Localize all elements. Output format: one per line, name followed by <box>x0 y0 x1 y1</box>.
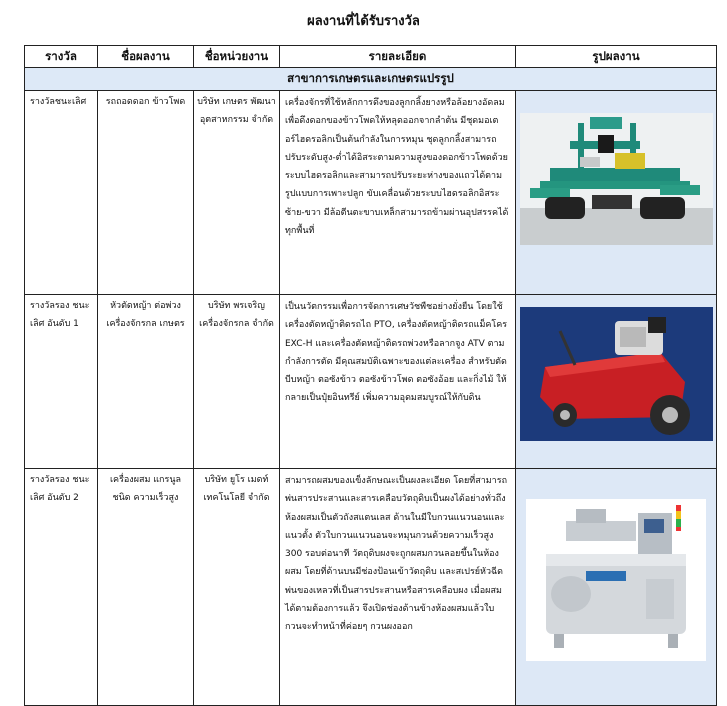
award-cell: รางวัลชนะเลิศ <box>25 91 98 295</box>
detail-cell: เป็นนวัตกรรมเพื่อการจัดการเศษวัชพืชอย่างยั่งยืน โดยใช้เครื่องตัดหญ้าติดรถไถ PTO, เครื่องตัดหญ้าติดรถแม็คโคร EXC-H และเครื่องตัดหญ้าติดรถพ่วงหรือลากจูง ATV ตามกำลังการตัด มีคุณสมบัติเฉพาะของแต่ละเครื่อง สำหรับตัดบีบหญ้า ตอซังข้าว ตอซังข้าวโพด ตอซังอ้อย และกิ่งไม้ ให้กลายเป็นปุ๋ยอินทรีย์ เพิ่มความอุดมสมบูรณ์ให้กับดิน <box>280 295 516 469</box>
corn-detasseling-machine-photo <box>520 113 713 245</box>
high-speed-granulator-mixer-photo <box>526 499 706 661</box>
header-detail: รายละเอียด <box>280 46 516 68</box>
section-title: สาขาการเกษตรและเกษตรแปรรูป <box>25 68 717 91</box>
award-cell: รางวัลรอง ชนะเลิศ อันดับ 2 <box>25 469 98 706</box>
detail-cell: เครื่องจักรที่ใช้หลักการดึงของลูกกลิ้งยางหรือล้อยางอัดลมเพื่อดึงดอกของข้าวโพดให้หลุดออกจากลำต้น มีชุดมอเตอร์ไฮดรอลิกเป็นต้นกำลังในการหมุน ชุดลูกกลิ้งสามารถปรับระดับสูง-ต่ำได้อิสระตามความสูงของดอกข้าวโพดด้วยระบบไฮดรอลิกและสามารถปรับระยะห่างของแถวได้ตามรูปแบบการเพาะปลูก ขับเคลื่อนด้วยระบบไฮดรอลิกอิสระซ้าย-ขวา มีล้อตีนตะขาบเหล็กสามารถข้ามผ่านอุปสรรคได้ทุกพื้นที่ <box>280 91 516 295</box>
image-cell <box>516 469 717 706</box>
awards-table <box>24 45 717 706</box>
award-cell: รางวัลรอง ชนะเลิศ อันดับ 1 <box>25 295 98 469</box>
red-mower-attachment-photo <box>520 307 713 441</box>
header-row <box>25 46 717 68</box>
table-row <box>25 295 717 469</box>
organization-cell: บริษัท ยูโร เมดท์ เทคโนโลยี จำกัด <box>194 469 280 706</box>
detail-cell: สามารถผสมของแข็งลักษณะเป็นผงละเอียด โดยที่สามารถพ่นสารประสานและสารเคลือบวัตถุดิบเป็นผงได้อย่างทั่วถึง ห้องผสมเป็นตัวถังสแตนเลส ด้านในมีใบกวนแนวนอนและแนวตั้ง ตัวใบกวนแนวนอนจะหมุนกวนด้วยความเร็วสูง 300 รอบต่อนาที วัตถุดิบผงจะถูกผสมกวนลอยขึ้นในห้องผสม โดยที่ด้านบนมีช่องป้อนเข้าวัตถุดิบ และสเปรย์หัวฉีดพ่นของเหลวที่เป็นสารประสานหรือสารเคลือบผง เมื่อผสมได้ตามต้องการแล้ว จึงเปิดช่องด้านข้างห้องผสมแล้วใบกวนจะทำหน้าที่ค่อยๆ กวนผงออก <box>280 469 516 706</box>
organization-cell: บริษัท พรเจริญ เครื่องจักรกล จำกัด <box>194 295 280 469</box>
header-work-name: ชื่อผลงาน <box>98 46 194 68</box>
work-name-cell: รถถอดดอก ข้าวโพด <box>98 91 194 295</box>
header-award: รางวัล <box>25 46 98 68</box>
organization-cell: บริษัท เกษตร พัฒนา อุตสาหกรรม จำกัด <box>194 91 280 295</box>
table-row <box>25 469 717 706</box>
header-image: รูปผลงาน <box>516 46 717 68</box>
work-name-cell: เครื่องผสม แกรนูลชนิด ความเร็วสูง <box>98 469 194 706</box>
image-cell <box>516 295 717 469</box>
image-cell <box>516 91 717 295</box>
document-title: ผลงานที่ได้รับรางวัล <box>307 14 420 29</box>
work-name-cell: หัวตัดหญ้า ต่อพ่วง เครื่องจักรกล เกษตร <box>98 295 194 469</box>
table-row <box>25 91 717 295</box>
header-organization: ชื่อหน่วยงาน <box>194 46 280 68</box>
